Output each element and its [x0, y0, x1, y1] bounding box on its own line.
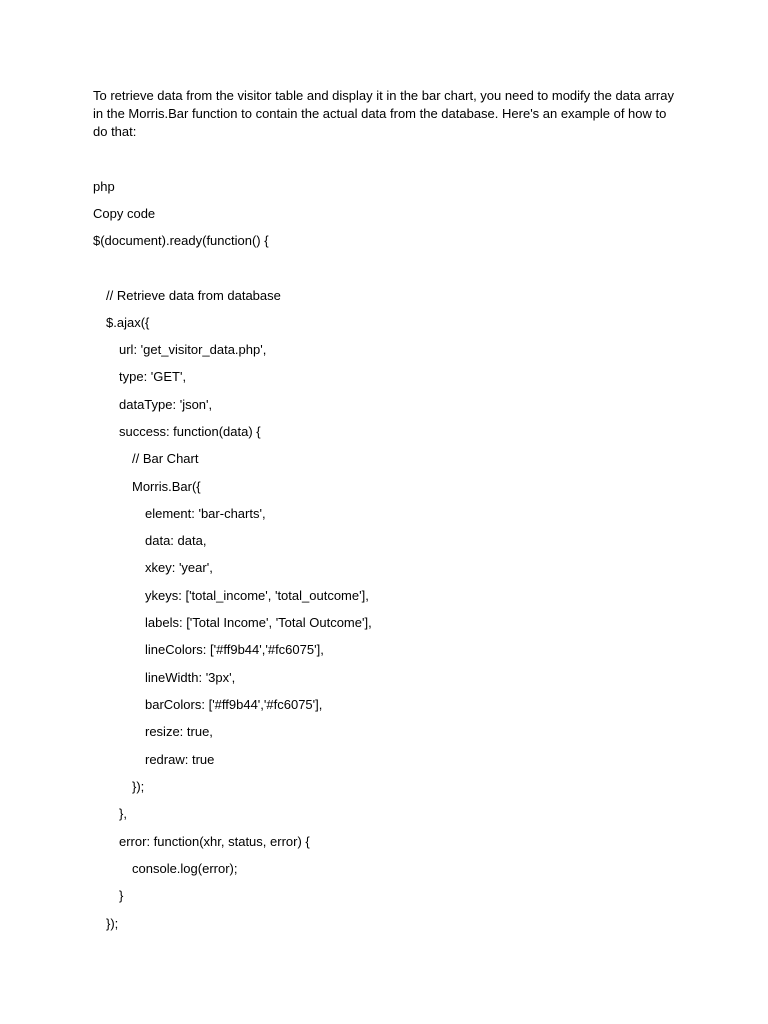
code-line: }, [119, 806, 127, 821]
code-line: // Bar Chart [132, 451, 199, 466]
code-line: ykeys: ['total_income', 'total_outcome'], [145, 588, 369, 603]
code-line: // Retrieve data from database [106, 288, 281, 303]
copy-code-button[interactable]: Copy code [93, 206, 156, 221]
code-line: barColors: ['#ff9b44','#fc6075'], [145, 697, 323, 712]
code-line: success: function(data) { [119, 424, 261, 439]
code-language-label: php [93, 179, 115, 194]
intro-paragraph: To retrieve data from the visitor table and display it in the bar chart, you need to modify the data array in the Morris.Bar function to contain the actual data from the database. Here's an example of how to do that: [93, 88, 674, 139]
code-line: error: function(xhr, status, error) { [119, 834, 310, 849]
code-line: $(document).ready(function() { [93, 233, 269, 248]
code-line: $.ajax({ [106, 315, 150, 330]
code-line: console.log(error); [132, 861, 238, 876]
code-line: Morris.Bar({ [132, 479, 201, 494]
code-line: data: data, [145, 533, 207, 548]
code-line: }); [106, 916, 119, 931]
code-line: url: 'get_visitor_data.php', [119, 342, 267, 357]
code-line: dataType: 'json', [119, 397, 213, 412]
code-line: element: 'bar-charts', [145, 506, 266, 521]
code-line: xkey: 'year', [145, 560, 213, 575]
code-line: } [119, 888, 124, 903]
code-line: type: 'GET', [119, 369, 187, 384]
code-line: }); [132, 779, 145, 794]
code-line: lineColors: ['#ff9b44','#fc6075'], [145, 642, 324, 657]
code-line: lineWidth: '3px', [145, 670, 236, 685]
code-line: labels: ['Total Income', 'Total Outcome'], [145, 615, 372, 630]
code-line: redraw: true [145, 752, 215, 767]
code-line: resize: true, [145, 724, 213, 739]
